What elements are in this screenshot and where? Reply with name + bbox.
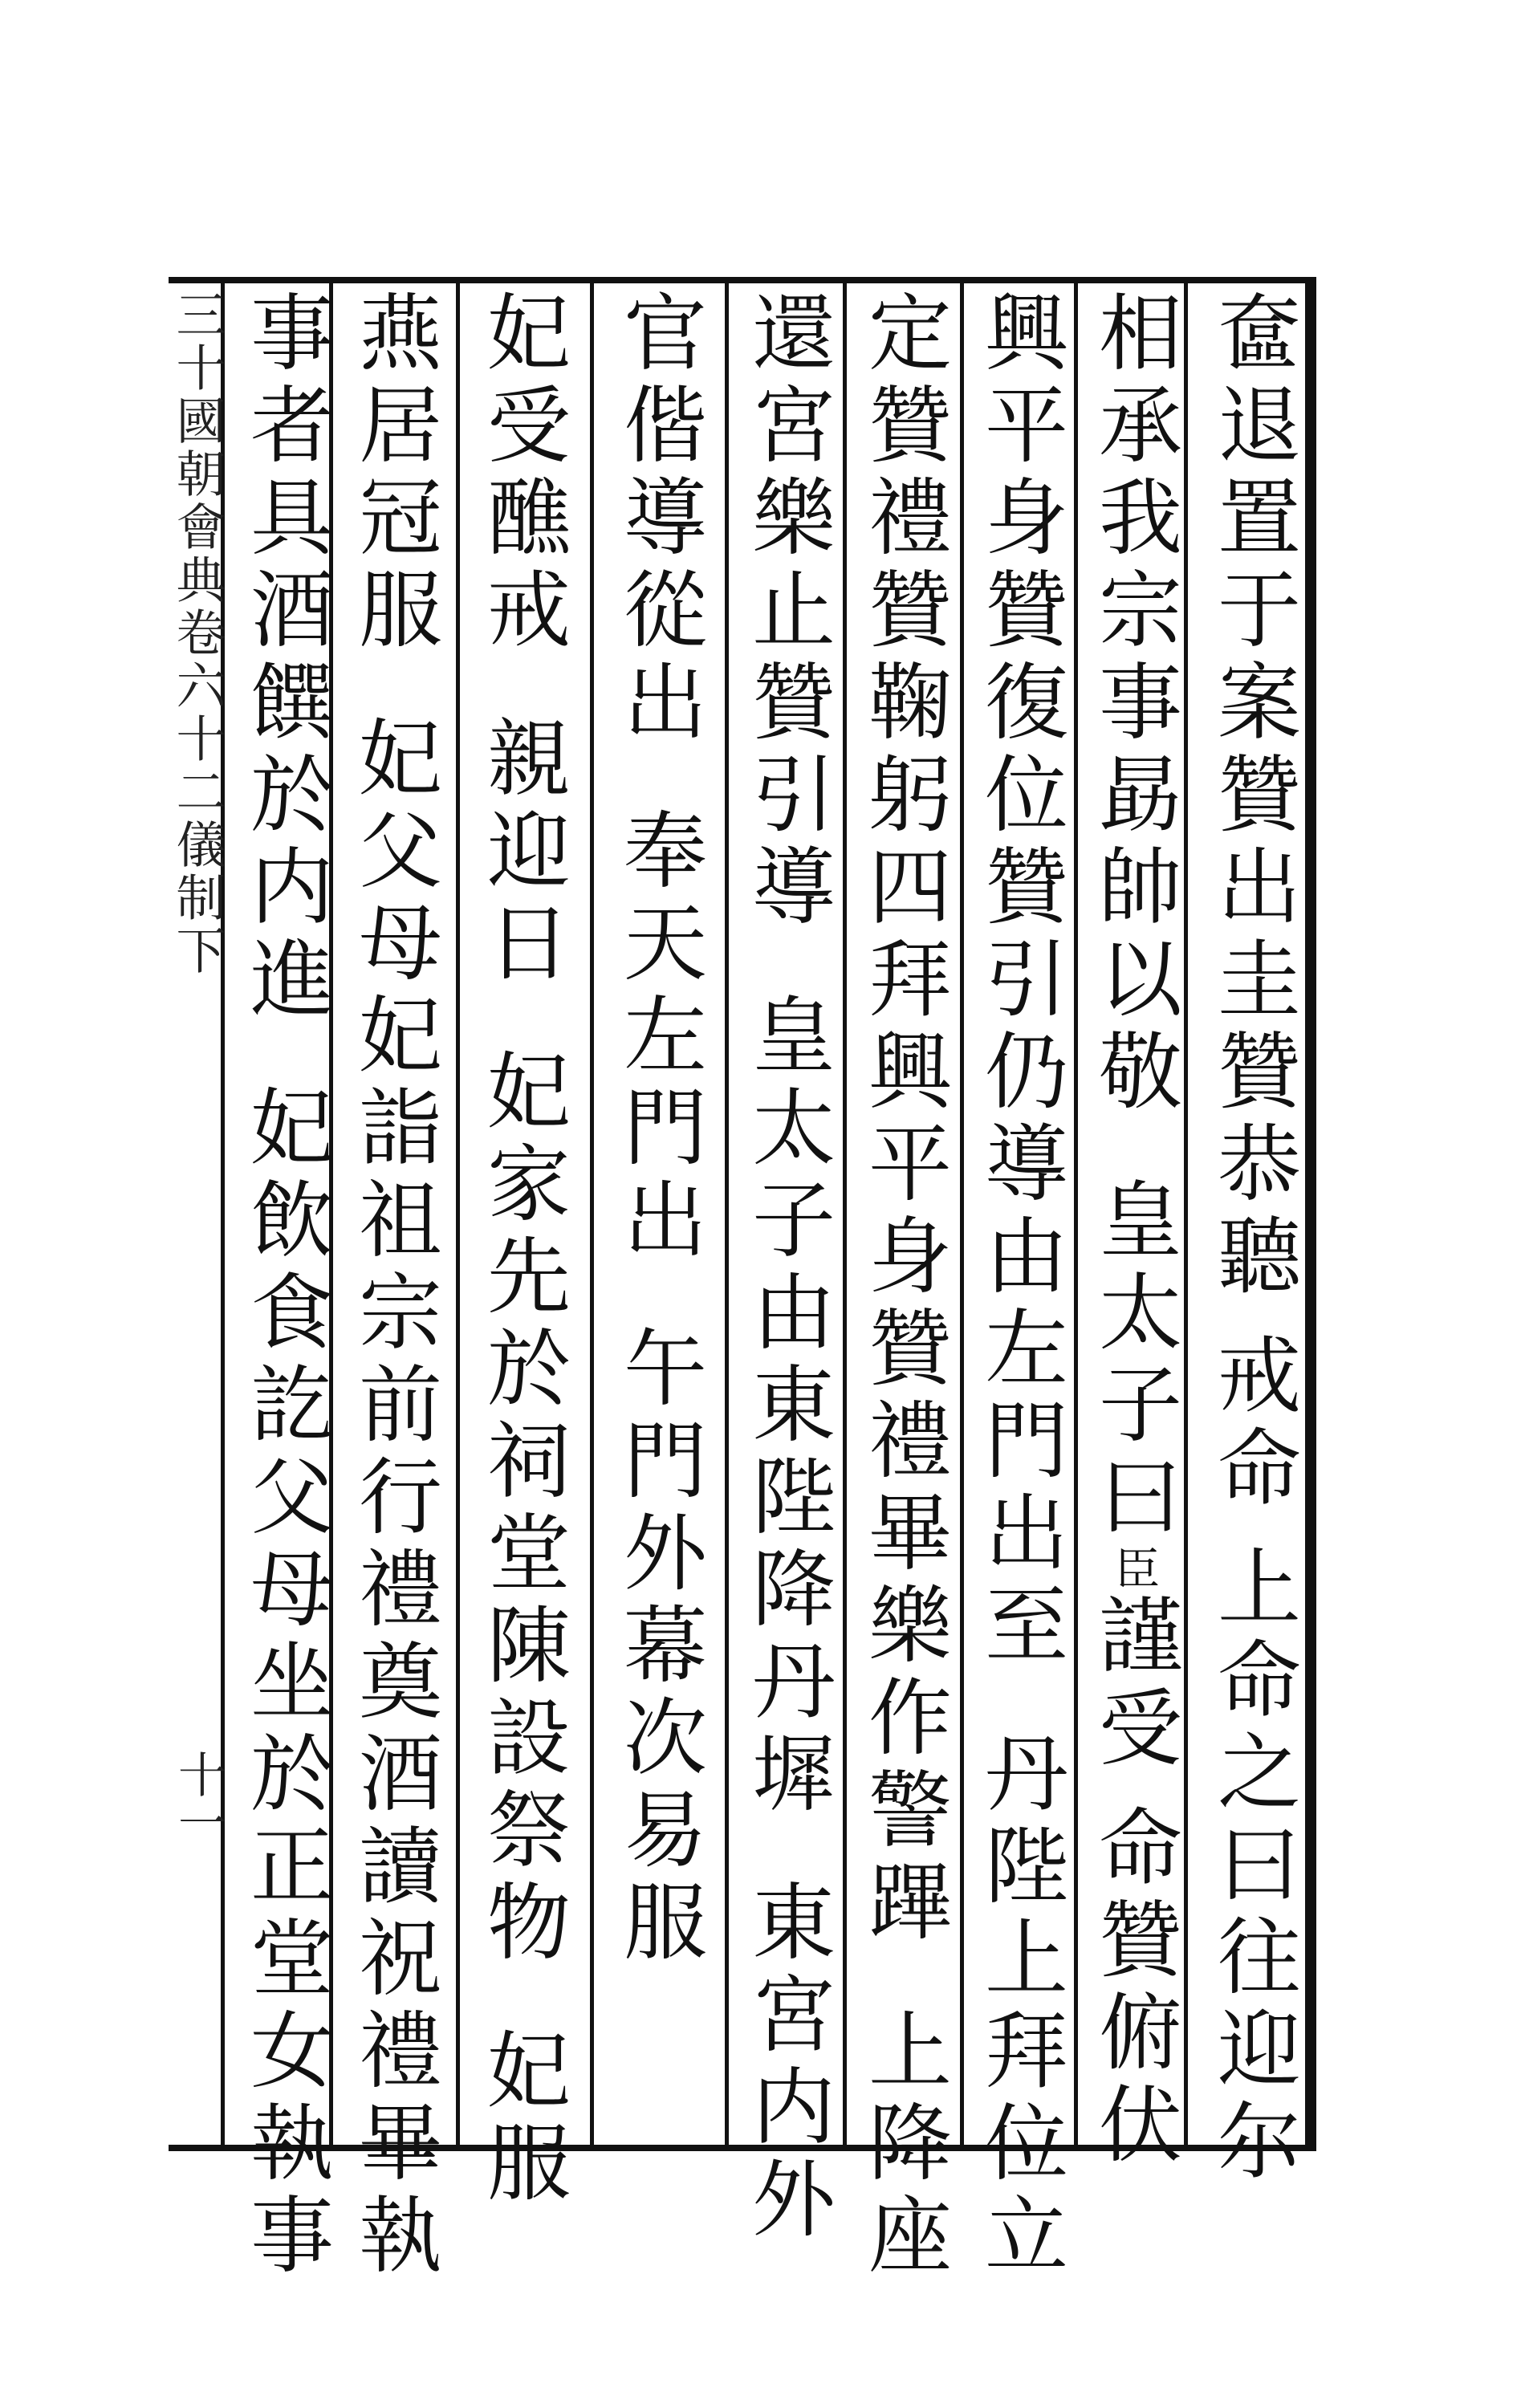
- text-segment: 東宮内外: [738, 1878, 836, 2247]
- text-segment: 妃受醮戒: [473, 289, 571, 658]
- text-column-6: [610, 289, 706, 2127]
- column-rule: [1074, 283, 1078, 2146]
- text-segment: 上命之曰往迎尔: [1203, 1544, 1301, 2190]
- text-segment: 戒命: [1203, 1332, 1301, 1516]
- text-segment: 謹受: [1084, 1592, 1182, 1776]
- text-column-3: [970, 289, 1068, 2284]
- text-segment: 燕居冠服: [344, 289, 442, 658]
- text-segment: 奉天左門出: [609, 807, 707, 1268]
- text-column-5: [738, 289, 836, 2247]
- text-segment: 妃飲食訖父母坐於正堂女執事: [236, 1084, 334, 2284]
- text-segment: 事者具酒饌於内進: [236, 289, 334, 1027]
- text-segment: 皇太子由東陛降丹墀: [738, 991, 836, 1822]
- text-column-2: [1084, 289, 1182, 2173]
- text-segment: 上降座: [854, 2007, 952, 2284]
- column-rule: [590, 283, 594, 2146]
- column-rule: [456, 283, 460, 2146]
- column-rule: [725, 283, 729, 2146]
- margin-title: 三十國朝會典卷六十二儀制下: [168, 289, 226, 978]
- text-column-7: [473, 289, 571, 2211]
- text-segment: 相承我宗事勗帥以敬: [1084, 289, 1182, 1120]
- text-segment: 妃家先於祠堂陳設祭物: [473, 1047, 571, 1971]
- text-segment: 皇太子曰: [1084, 1176, 1182, 1545]
- folio-number: 十一: [170, 1750, 226, 1846]
- text-segment: 命贊俯伏: [1084, 1804, 1182, 2173]
- text-segment: 妃父母妃詣祖宗前行禮奠酒讀祝禮畢執: [344, 714, 442, 2284]
- text-column-4: [854, 289, 952, 2284]
- text-column-9: [236, 289, 334, 2284]
- text-column-1: [1203, 289, 1301, 2190]
- column-rule: [1184, 283, 1188, 2146]
- text-segment: 午門外幕次易服: [609, 1324, 707, 1971]
- text-segment: 還宮樂止贊引導: [738, 289, 836, 935]
- text-segment: 興平身贊復位贊引仍導由左門出至: [970, 289, 1068, 1674]
- text-segment: 官偕導從出: [609, 289, 707, 750]
- text-column-8: [344, 289, 442, 2284]
- column-rule: [843, 283, 847, 2146]
- text-segment-small: 臣: [1108, 1545, 1160, 1592]
- text-segment: 定贊禮贊鞠躬四拜興平身贊禮畢樂作警蹕: [854, 289, 952, 1950]
- text-segment: 丹陛上拜位立: [970, 1730, 1068, 2284]
- text-segment: 親迎日: [473, 714, 571, 991]
- text-segment: 妃服: [473, 2027, 571, 2211]
- text-segment: 奩退置于案贊出圭贊恭聽: [1203, 289, 1301, 1304]
- column-rule: [960, 283, 964, 2146]
- margin-title-column: [165, 289, 229, 978]
